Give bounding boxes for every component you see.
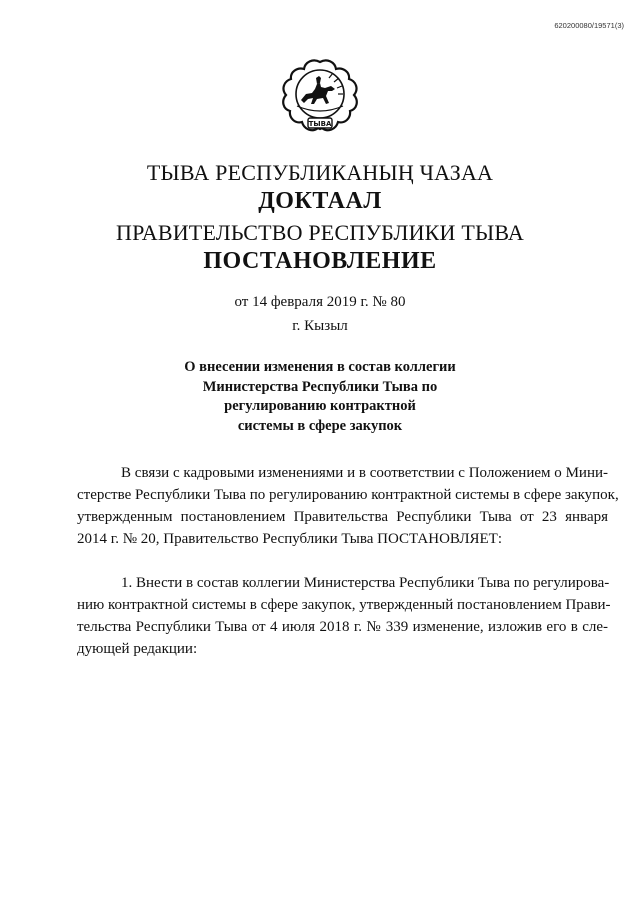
paragraph-line: утвержденным постановлением Правительства Республики Тыва от 23 января (77, 509, 608, 525)
paragraph-line: стерстве Республики Тыва по регулированию контрактной системы в сфере закупок, (77, 487, 619, 503)
document-code: 620200080/19571(3) (554, 21, 624, 30)
paragraph-line: В связи с кадровыми изменениями и в соответствии с Положением о Мини- (121, 465, 608, 481)
tuva-emblem-icon (279, 56, 361, 140)
paragraph-line: нию контрактной системы в сфере закупок, утвержденный постановлением Прави- (77, 597, 611, 613)
subject-line: О внесении изменения в состав коллегии (184, 359, 456, 375)
decree-date-number: от 14 февраля 2019 г. № 80 (234, 294, 406, 310)
paragraph-line: 1. Внести в состав коллегии Министерства Республики Тыва по регулирова- (121, 575, 610, 591)
subject-line: Министерства Республики Тыва по (202, 378, 438, 395)
paragraph-line: дующей редакции: (77, 641, 198, 657)
preamble-paragraph (77, 462, 619, 550)
paragraph-line: 2014 г. № 20, Правительство Республики Тыва ПОСТАНОВЛЯЕТ: (77, 531, 503, 547)
emblem-inscription: ТЫВА (308, 120, 332, 128)
decree-city: г. Кызыл (292, 318, 348, 334)
subject-line: системы в сфере закупок (237, 417, 403, 434)
header-tyva-decree: ДОКТААЛ (258, 188, 382, 214)
header-ru-decree: ПОСТАНОВЛЕНИЕ (203, 248, 437, 274)
header-ru-government: ПРАВИТЕЛЬСТВО РЕСПУБЛИКИ ТЫВА (116, 220, 524, 245)
decree-subject (0, 358, 640, 436)
header-tyva-government: ТЫВА РЕСПУБЛИКАНЫҢ ЧАЗАА (146, 160, 494, 185)
paragraph-line: тельства Республики Тыва от 4 июля 2018 г. № 339 изменение, изложив его в сле- (77, 619, 608, 635)
clause-1-paragraph (77, 572, 611, 660)
subject-line: регулированию контрактной (224, 398, 416, 414)
